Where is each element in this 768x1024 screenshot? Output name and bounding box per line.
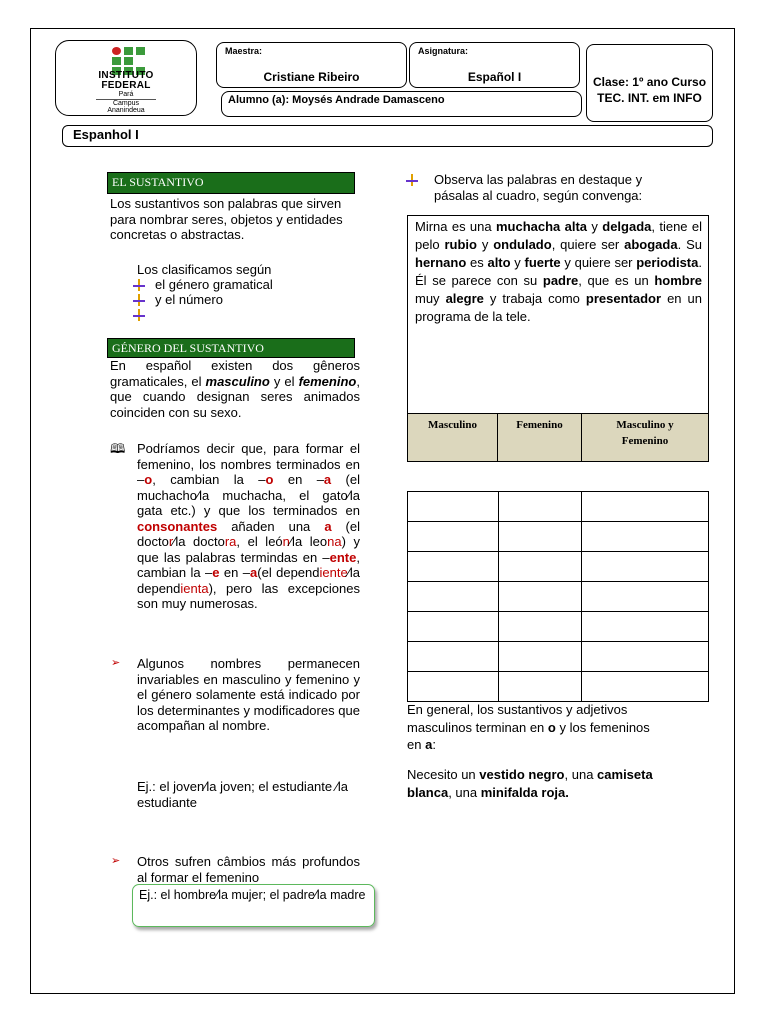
bullet-item-2: y el número [155,292,223,307]
logo-subtext: Pará Campus Ananindeua [56,91,196,114]
table-row [408,522,709,552]
sustantivo-definition: Los sustantivos son palabras que sirven para nombrar seres, objetos y entidades concretas o abstractas. [110,196,343,242]
answer-cell[interactable] [499,642,582,672]
bullet-icon [133,294,145,306]
answer-cell[interactable] [499,612,582,642]
arrow-bullet-icon: ➢ [111,855,121,867]
table-row [408,642,709,672]
section-title-genero: GÉNERO DEL SUSTANTIVO [107,338,355,358]
class-line-1: Clase: 1º ano Curso [592,75,707,89]
table-row [408,582,709,612]
answer-cell[interactable] [408,642,499,672]
class-line-2: TEC. INT. em INFO [597,91,702,105]
exercise-text-box: Mirna es una muchacha alta y delgada, tiene el pelo rubio y ondulado, quiere ser abogada. Su hernano es alto y fuerte y quiere ser periodista. Él se parece con su padre, que es un hombre muy alegre y trabaja como presentador en un programa de la tele. [407,215,709,414]
logo-text: INSTITUTO FEDERAL [98,70,154,91]
answer-cell[interactable] [582,672,709,702]
book-icon: 🕮 [110,441,126,456]
class-box [586,44,713,122]
table-header-femenino: Femenino [497,413,582,462]
exercise-instruction: Observa las palabras en destaque y pásalas al cuadro, según convenga: [434,172,643,203]
answer-cell[interactable] [582,612,709,642]
answer-cell[interactable] [408,552,499,582]
answer-cell[interactable] [582,492,709,522]
feminine-rules-paragraph: Podríamos decir que, para formar el femenino, los nombres terminados en –o, cambian la –o en –a (el muchacho⁄la muchacha, el gato⁄la gata etc.) y que los terminados en consonantes añaden una a (el doctor⁄la doctora, el león⁄la leona) y que las palabras termindas en –ente, cambian la –e en –a(el dependiente⁄la dependienta), pero las excepciones son muy numerosas. [137,441,361,611]
student-name: Alumno (a): Moysés Andrade Damasceno [221,91,582,117]
bullet-item-1: el género gramatical [155,277,273,292]
course-title: Espanhol I [62,125,713,147]
answer-cell[interactable] [582,582,709,612]
example-invariable: Ej.: el joven⁄la joven; el estudiante ⁄la estudiante [137,779,349,810]
bullet-icon [406,174,418,186]
example-sentence: Necesito un vestido negro, una camiseta blanca, una minifalda roja. [407,767,653,800]
table-row [408,552,709,582]
subject-label: Asignatura: [418,46,469,56]
answer-cell[interactable] [582,522,709,552]
table-header-both: Masculino y Femenino [581,413,709,462]
answer-cell[interactable] [499,582,582,612]
teacher-label: Maestra: [225,46,263,56]
invariable-nouns-paragraph: Algunos nombres permanecen invariables en masculino y femenino y el género solamente está indicado por los determinantes y modificadores que acompañan al nombre. [137,656,360,733]
answer-cell[interactable] [499,672,582,702]
table-row [408,672,709,702]
table-header-masculino: Masculino [407,413,498,462]
bullet-icon [133,309,145,321]
example-callout: Ej.: el hombre⁄la mujer; el padre⁄la madre [132,884,375,927]
table-row [408,492,709,522]
answer-cell[interactable] [408,522,499,552]
answer-cell[interactable] [408,612,499,642]
general-rule-text: En general, los sustantivos y adjetivos masculinos terminan en o y los femeninos en a: [407,702,650,752]
answer-cell[interactable] [499,522,582,552]
answer-cell[interactable] [408,582,499,612]
answer-cell[interactable] [582,642,709,672]
subject-name: Español I [467,70,522,84]
classify-intro: Los clasificamos según [137,262,272,277]
answer-cell[interactable] [408,672,499,702]
teacher-box [216,42,407,88]
answer-cell[interactable] [499,552,582,582]
answer-cell[interactable] [499,492,582,522]
genero-paragraph: En español existen dos gêneros gramaticales, el masculino y el femenino, que cuando designan seres animados coinciden con su sexo. [110,358,360,420]
answer-cell[interactable] [582,552,709,582]
answer-table [407,491,709,702]
table-row [408,612,709,642]
institute-logo [55,40,197,116]
subject-box [409,42,580,88]
section-title-sustantivo: EL SUSTANTIVO [107,172,355,194]
bullet-icon [133,279,145,291]
irregular-nouns-paragraph: Otros sufren câmbios más profundos al formar el femenino [137,854,360,885]
arrow-bullet-icon: ➢ [111,657,121,669]
answer-cell[interactable] [408,492,499,522]
teacher-name: Cristiane Ribeiro [263,70,360,84]
